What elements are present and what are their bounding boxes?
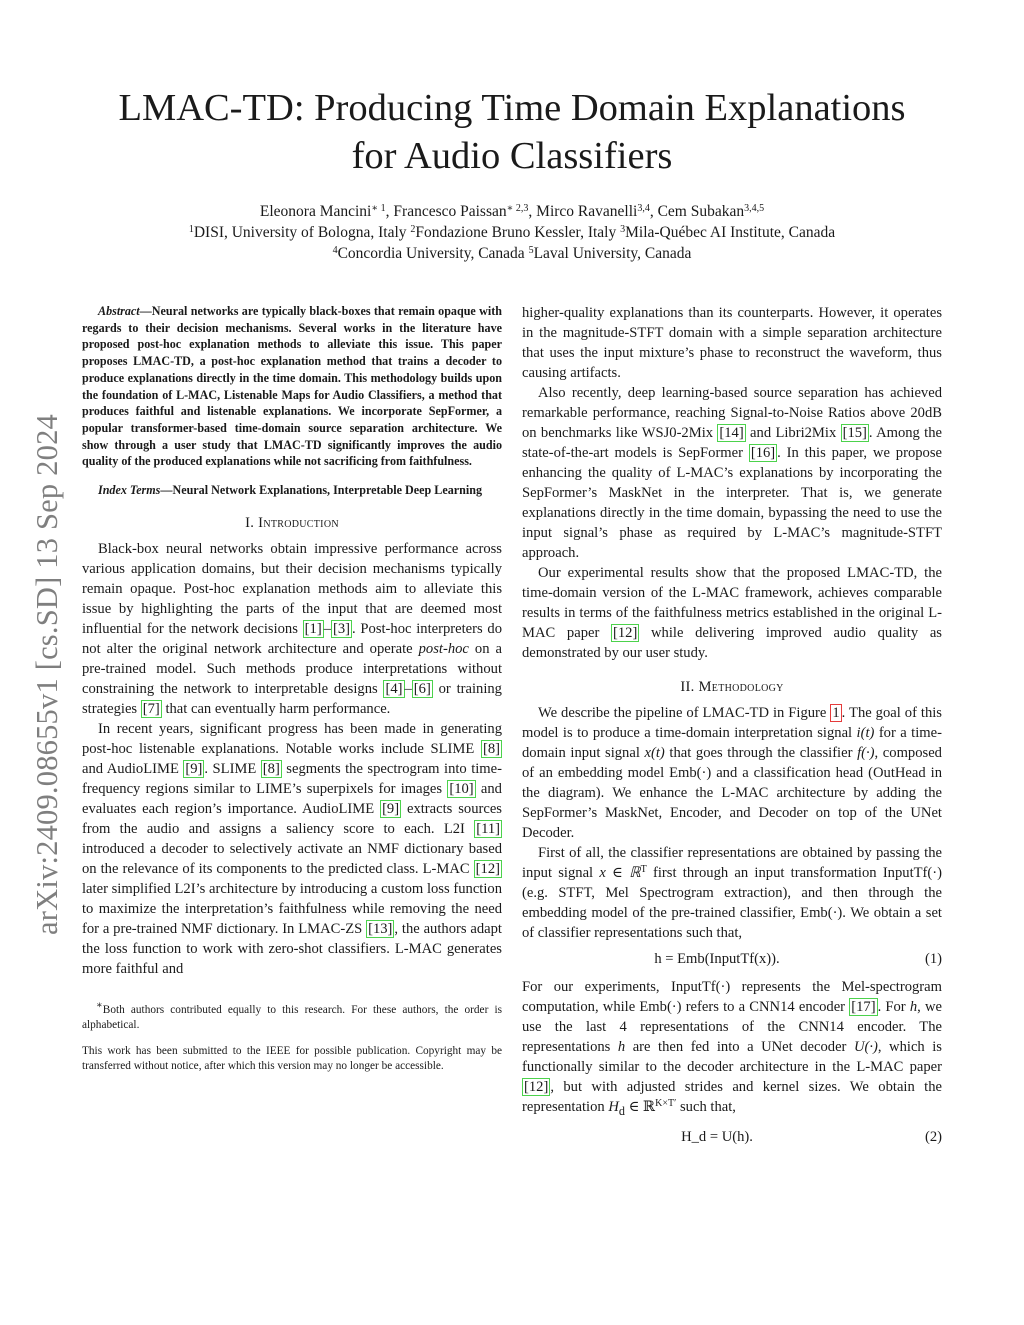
citation-link[interactable]: [9] bbox=[185, 760, 203, 777]
citation-link[interactable]: [14] bbox=[719, 425, 744, 441]
citation-link[interactable]: [16] bbox=[750, 445, 776, 461]
equation-1 bbox=[522, 947, 942, 971]
method-paragraph-3: For our experiments, InputTf(·) represents the Mel-spectrogram computation, while Emb(·) refers to a CNN14 encoder [17] . For h, we use the last 4 representations of the CNN14 encoder. The representations h are then fed into a UNet decoder U(·), which is functionally similar to the decoder architecture in the L-MAC paper [12] , but with adjusted strides and kernel sizes. We obtain the representation $H_d$ ∈ ℝ$^{K\times T'}$ such that, bbox=[522, 979, 942, 1118]
figure-link[interactable]: 1 bbox=[832, 705, 840, 721]
abstract: Abstract—Neural networks are typically black-boxes that remain opaque with regards to their decision mechanisms. Several works in the literature have proposed post-hoc explanation methods to alleviate this issue. This paper proposes LMAC-TD, a post-hoc explanation method that trains a decoder to produce explanations directly in the time domain. This methodology builds upon the foundation of L-MAC, Listenable Maps for Audio Classifiers, a method that produces faithful and listenable explanations. We incorporate SepFormer, a popular transformer-based time-domain source separation architecture. We show through a user study that LMAC-TD significantly improves the audio quality of the produced explanations while not sacrificing from faithfulness. bbox=[82, 304, 502, 469]
citation-link[interactable]: [7] bbox=[142, 700, 160, 717]
citation-link[interactable]: [13] bbox=[368, 920, 393, 937]
affiliations-line-1: $^1$DISI, University of Bologna, Italy $^2$Fondazione Bruno Kessler, Italy $^3$Mila-Québec AI Institute, Canada bbox=[188, 224, 836, 241]
intro-paragraph-2: In recent years, significant progress has been made in generating post-hoc listenable explanations. Notable works include SLIME [8] and AudioLIME [9] . SLIME [8] segments the spectrogram into time-frequency regions similar to LIME’s superpixels for images [10] and evaluates each region’s importance. AudioLIME [9] extracts sources from the audio and assigns a saliency score to each. L2I [11] introduced a decoder to selectively activate an NMF dictionary based on the relevance of its components to the predicted class. L-MAC [12] later simplified L2I’s architecture by introducing a custom loss function to maximize the interpretation’s faithfulness while removing the need for a pre-trained NMF dictionary. In LMAC-ZS [13] , the authors adapt the loss function to work with zero-shot classifiers. L-MAC generates more faithful and bbox=[82, 720, 502, 977]
equation-2-number: (2) bbox=[924, 1128, 942, 1145]
equation-2-body: H_d = U(h). bbox=[681, 1128, 753, 1145]
intro-paragraph-4: Also recently, deep learning-based source separation has achieved remarkable performance, reaching Signal-to-Noise Ratios above 20dB on benchmarks like WSJ0-2Mix [14] and Libri2Mix [15] . Among the state-of-the-art models is SepFormer [16] . In this paper, we propose enhancing the quality of L-MAC’s explanations by incorporating the SepFormer’s MaskNet in the interpreter. That is, we generate explanations directly in the time domain, bypassing the need to use the input signal’s phase as required by L-MAC’s magnitude-STFT approach. bbox=[522, 385, 943, 561]
citation-link[interactable]: [3] bbox=[332, 620, 351, 637]
paper-title bbox=[60, 84, 964, 180]
title-line-1: LMAC-TD: Producing Time Domain Explanations bbox=[118, 87, 906, 129]
citation-link[interactable]: [12] bbox=[524, 1079, 549, 1095]
footnote-ieee-notice: This work has been submitted to the IEEE for possible publication. Copyright may be transferred without notice, after which this version may no longer be accessible. bbox=[82, 1044, 502, 1073]
title-line-2: for Audio Classifiers bbox=[351, 135, 673, 177]
citation-link[interactable]: [9] bbox=[382, 800, 400, 817]
author-list: Eleonora Mancini$^{∗ 1}$, Francesco Paissan$^{∗ 2,3}$, Mirco Ravanelli$^{3,4}$, Cem Subakan$^{3,4,5}$ bbox=[259, 203, 765, 220]
equation-1-body: h = Emb(InputTf(x)). bbox=[654, 951, 780, 967]
intro-paragraph-3: higher-quality explanations than its counterparts. However, it operates in the magnitude-STFT domain with a simple separation architecture that uses the input mixture’s phase to reconstruct the waveform, thus causing artifacts. bbox=[522, 305, 942, 381]
citation-link[interactable]: [4] bbox=[385, 680, 403, 697]
author-block bbox=[60, 201, 964, 264]
arxiv-identifier: arXiv:2409.08655v1 [cs.SD] 13 Sep 2024 bbox=[30, 414, 64, 935]
citation-link[interactable]: [12] bbox=[613, 625, 638, 641]
method-paragraph-1: We describe the pipeline of LMAC-TD in Figure 1 . The goal of this model is to produce a time-domain interpretation signal i(t) for a time-domain input signal x(t) that goes through the classifier f(·), composed of an embedding model Emb(·) and a classification head (OutHead in the diagram). We enhance the L-MAC architecture by adding the SepFormer’s MaskNet, Encoder, and Decoder on top of the UNet Decoder. bbox=[522, 705, 942, 841]
citation-link[interactable]: [11] bbox=[476, 820, 500, 837]
citation-link[interactable]: [17] bbox=[851, 999, 876, 1015]
footnote-equal-contribution: ∗Both authors contributed equally to this research. For these authors, the order is alphabetical. bbox=[82, 999, 502, 1032]
right-column bbox=[522, 303, 942, 1155]
citation-link[interactable]: [1] bbox=[304, 620, 322, 637]
method-paragraph-2: First of all, the classifier representations are obtained by passing the input signal x ∈ ℝ$^T$ first through an input transformation InputTf(·) (e.g. STFT, Mel Spectrogram extraction), and then through the embedding model of the pre-trained classifier, Emb(·). We obtain a set of classifier representations such that, bbox=[522, 845, 942, 941]
citation-link[interactable]: [8] bbox=[482, 740, 500, 757]
equation-2 bbox=[522, 1125, 942, 1149]
citation-link[interactable]: [8] bbox=[262, 760, 280, 777]
index-terms: Index Terms—Neural Network Explanations, Interpretable Deep Learning bbox=[98, 483, 482, 498]
intro-paragraph-5: Our experimental results show that the proposed LMAC-TD, the time-domain version of the L-MAC framework, achieves comparable results in terms of the faithfulness metrics established in the original L-MAC paper [12] while delivering improved audio quality as demonstrated by our user study. bbox=[522, 565, 942, 661]
intro-paragraph-1: Black-box neural networks obtain impressive performance across various application domains, but their decision mechanisms typically remain opaque. Post-hoc explanation methods aim to alleviate this issue by highlighting the parts of the input that are deemed most influential for the network decisions [1] – [3] . Post-hoc interpreters do not alter the original network architecture and operate post-hoc on a pre-trained model. Such methods produce interpretations without constraining the network to interpretable designs [4] – [6] or training strategies [7] that can eventually harm performance. bbox=[82, 540, 502, 717]
section-heading-methodology: II. Methodology bbox=[680, 679, 784, 695]
citation-link[interactable]: [10] bbox=[449, 780, 474, 797]
citation-link[interactable]: [12] bbox=[475, 860, 500, 877]
equation-1-number: (1) bbox=[924, 951, 942, 967]
affiliations-line-2: $^4$Concordia University, Canada $^5$Laval University, Canada bbox=[332, 245, 692, 262]
left-column bbox=[82, 303, 502, 1085]
section-heading-introduction: I. Introduction bbox=[245, 514, 339, 531]
citation-link[interactable]: [6] bbox=[413, 680, 431, 697]
citation-link[interactable]: [15] bbox=[842, 425, 867, 441]
